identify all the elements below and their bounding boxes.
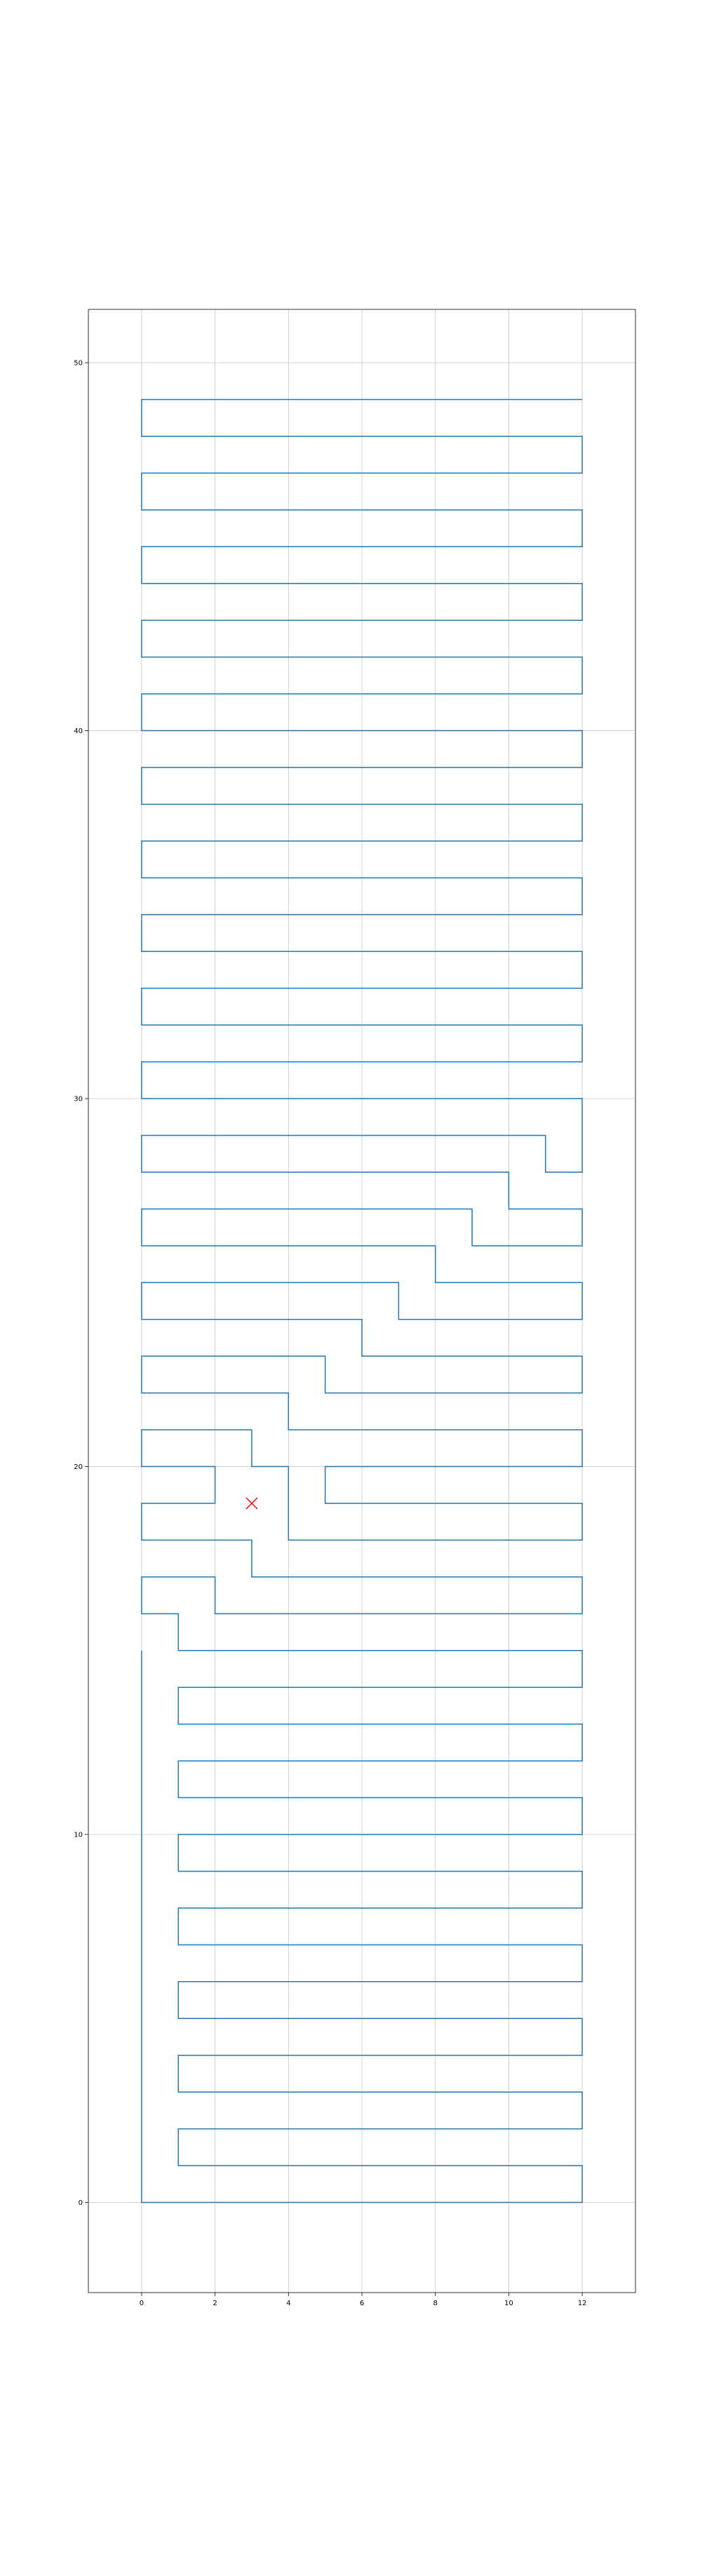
y-tick-label: 40 xyxy=(74,727,83,736)
x-tick-label: 2 xyxy=(213,2300,217,2307)
y-tick-label: 20 xyxy=(74,1463,83,1472)
x-tick-label: 12 xyxy=(577,2300,587,2307)
x-tick-label: 0 xyxy=(139,2300,144,2307)
y-tick-label: 50 xyxy=(74,359,83,368)
grid-layer xyxy=(88,309,635,2293)
x-tick-label: 4 xyxy=(286,2300,291,2307)
marker-target xyxy=(246,1498,257,1509)
x-tick-label: 6 xyxy=(359,2300,365,2307)
y-tick-label: 30 xyxy=(74,1095,83,1103)
axis-layer xyxy=(74,309,635,2307)
y-tick-label: 10 xyxy=(74,1831,83,1839)
y-tick-label: 0 xyxy=(78,2199,83,2207)
x-tick-label: 8 xyxy=(433,2300,438,2307)
x-tick-label: 10 xyxy=(504,2300,513,2307)
marker-layer xyxy=(246,1498,257,1509)
